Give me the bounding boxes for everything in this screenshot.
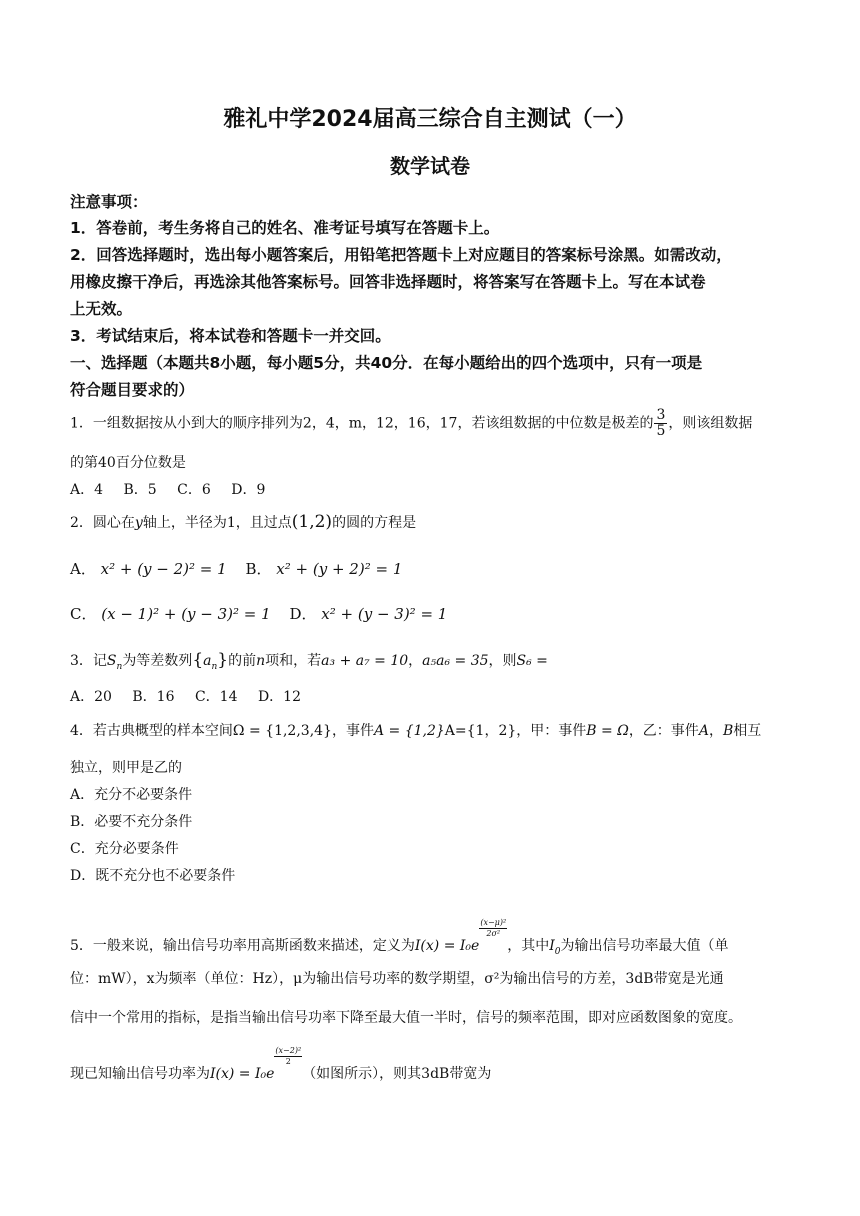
q5-formula-2: I(x) = I₀e (210, 1066, 275, 1082)
q5-text-e: （如图所示），则其3dB带宽为 (302, 1066, 492, 1082)
q5-formula-2-exponent-numerator: (x−2)² (275, 1046, 302, 1055)
section-heading-line-2: 符合题目要求的） (70, 381, 195, 399)
q5-formula-1: I(x) = I₀e (414, 938, 480, 954)
question-2 (70, 512, 416, 532)
q1-option-d: D．9 (231, 482, 266, 498)
q3-ask: S₆ = (516, 653, 548, 669)
q5-formula-2-exponent-denominator: 2 (285, 1057, 291, 1066)
q5-text-line-4 (70, 1046, 491, 1083)
q3-option-c: C．14 (194, 689, 238, 705)
q3-option-a: A．20 (70, 689, 112, 705)
q4-option-c: C．充分必要条件 (70, 841, 179, 857)
q4-text: 4．若古典概型的样本空间 (70, 723, 233, 739)
q5-text-d: 现已知输出信号功率为 (70, 1066, 210, 1082)
q5-text-line-2: 位：mW），x为频率（单位：Hz），μ为输出信号功率的数学期望，σ²为输出信号的方差，3dB带宽是光通 (70, 971, 724, 987)
q2-option-b-label: B． (245, 560, 272, 578)
q3-option-d: D．12 (257, 689, 301, 705)
exam-title: 雅礼中学2024届高三综合自主测试（一） (223, 107, 637, 132)
q3-text-e: ，则 (488, 653, 517, 669)
q4-event-a: A = {1,2} (373, 723, 445, 739)
q4-text-b: ，事件 (331, 723, 374, 739)
notice-heading: 注意事项： (70, 193, 148, 211)
notice-item-2-line-1: 2．回答选择题时，选出每小题答案后，用铅笔把答题卡上对应题目的答案标号涂黑。如需改动， (70, 246, 732, 264)
question-4: 4．若古典概型的样本空间Ω = {1,2,3,4}，事件A = {1,2}A={1，2}，甲：事件B = Ω，乙：事件A，B相互 (70, 723, 762, 739)
q4-text-e: 相互 (733, 723, 762, 739)
question-1 (70, 408, 752, 439)
q2-options-row-1 (70, 558, 402, 579)
q2-option-c: (x − 1)² + (y − 3)² = 1 (101, 605, 271, 623)
q4-text-line-2: 独立，则甲是乙的 (70, 760, 182, 776)
q3-text-d: 项和，若 (265, 653, 322, 669)
q1-fraction (654, 408, 667, 439)
notice-item-3: 3．考试结束后，将本试卷和答题卡一并交回。 (70, 327, 391, 345)
q2-text-cont: 轴上，半径为1，且过点 (142, 515, 292, 531)
q2-text-end: 的圆的方程是 (332, 515, 417, 531)
q5-formula-1-exponent-denominator: 2σ² (486, 929, 501, 938)
q3-options (70, 686, 317, 706)
q2-point: (1,2) (291, 512, 333, 532)
q2-options-row-2 (70, 603, 447, 624)
q5-text-b: ，其中 (507, 938, 550, 954)
q3-condition-1: a₃ + a₇ = 10 (321, 653, 409, 669)
q1-fraction-denominator: 5 (656, 423, 666, 439)
q1-fraction-numerator: 3 (656, 407, 666, 423)
exam-subtitle: 数学试卷 (390, 154, 470, 178)
q1-text-cont: ，则该组数据 (668, 415, 753, 432)
q1-option-c: C．6 (177, 482, 211, 498)
q5-formula-1-exponent-numerator: (x−μ)² (480, 918, 507, 927)
q1-options (70, 479, 281, 499)
q2-option-a: x² + (y − 2)² = 1 (100, 560, 227, 578)
question-5: 5．一般来说，输出信号功率用高斯函数来描述，定义为I(x) = I₀e $\frac{\text{(x−μ)²}}{\text{2σ²}}$ ，其中$I_0$为输出信号功率最大值（单 (70, 918, 729, 957)
q4-sample-space: Ω = {1,2,3,4} (232, 723, 332, 739)
q1-text-line-2: 的第40百分位数是 (70, 455, 186, 471)
q5-text-c: 为输出信号功率最大值（单 (560, 938, 729, 954)
q1-option-b: B．5 (123, 482, 157, 498)
q3-text-b: 为等差数列 (122, 653, 193, 669)
q2-option-c-label: C． (70, 605, 97, 623)
q5-formula-1-exponent (479, 918, 507, 939)
q3-condition-2: a₅a₆ = 35 (422, 653, 489, 669)
q2-option-d: x² + (y − 3)² = 1 (321, 605, 448, 623)
q3-text-c: 的前 (228, 653, 257, 669)
q4-event-b: B = Ω (586, 723, 629, 739)
question-3: 3．记$S_n$为等差数列$\{a_n\}$的前n项和，若a₃ + a₇ = 10，a₅a₆ = 35，则S₆ = (70, 650, 548, 672)
q2-text: 2．圆心在 (70, 515, 135, 531)
section-heading-line-1: 一、选择题（本题共8小题，每小题5分，共40分．在每小题给出的四个选项中，只有一项是 (70, 354, 703, 372)
q4-text-c: A={1，2}，甲：事件 (444, 723, 587, 739)
q2-var-y: y (134, 515, 143, 531)
q4-text-d: ，乙：事件 (628, 723, 699, 739)
q5-text: 5．一般来说，输出信号功率用高斯函数来描述，定义为 (70, 938, 415, 954)
q3-text: 3．记 (70, 653, 107, 669)
notice-item-2-line-2: 用橡皮擦干净后，再选涂其他答案标号。回答非选择题时，将答案写在答题卡上。写在本试卷 (70, 273, 706, 291)
q3-sequence: $\{a_n\}$ (192, 650, 229, 672)
q2-option-b: x² + (y + 2)² = 1 (276, 560, 403, 578)
q1-text: 1．一组数据按从小到大的顺序排列为2，4，m，12，16，17，若该组数据的中位数是极差的 (70, 415, 654, 432)
q5-text-line-3: 信中一个常用的指标，是指当输出信号功率下降至最大值一半时，信号的频率范围，即对应函数图象的宽度。 (70, 1010, 742, 1026)
q1-option-a: A．4 (70, 482, 104, 498)
q5-formula-2-exponent (274, 1046, 302, 1067)
q4-option-b: B．必要不充分条件 (70, 814, 193, 830)
q3-sn: $S_n$ (106, 653, 123, 672)
q4-option-d: D．既不充分也不必要条件 (70, 868, 236, 884)
notice-item-1: 1．答卷前，考生务将自己的姓名、准考证号填写在答题卡上。 (70, 219, 500, 237)
q3-option-b: B．16 (132, 689, 175, 705)
q2-option-a-label: A． (70, 560, 96, 578)
q2-option-d-label: D． (289, 605, 317, 623)
q4-option-a: A．充分不必要条件 (70, 787, 193, 803)
notice-item-2-line-3: 上无效。 (70, 300, 133, 318)
